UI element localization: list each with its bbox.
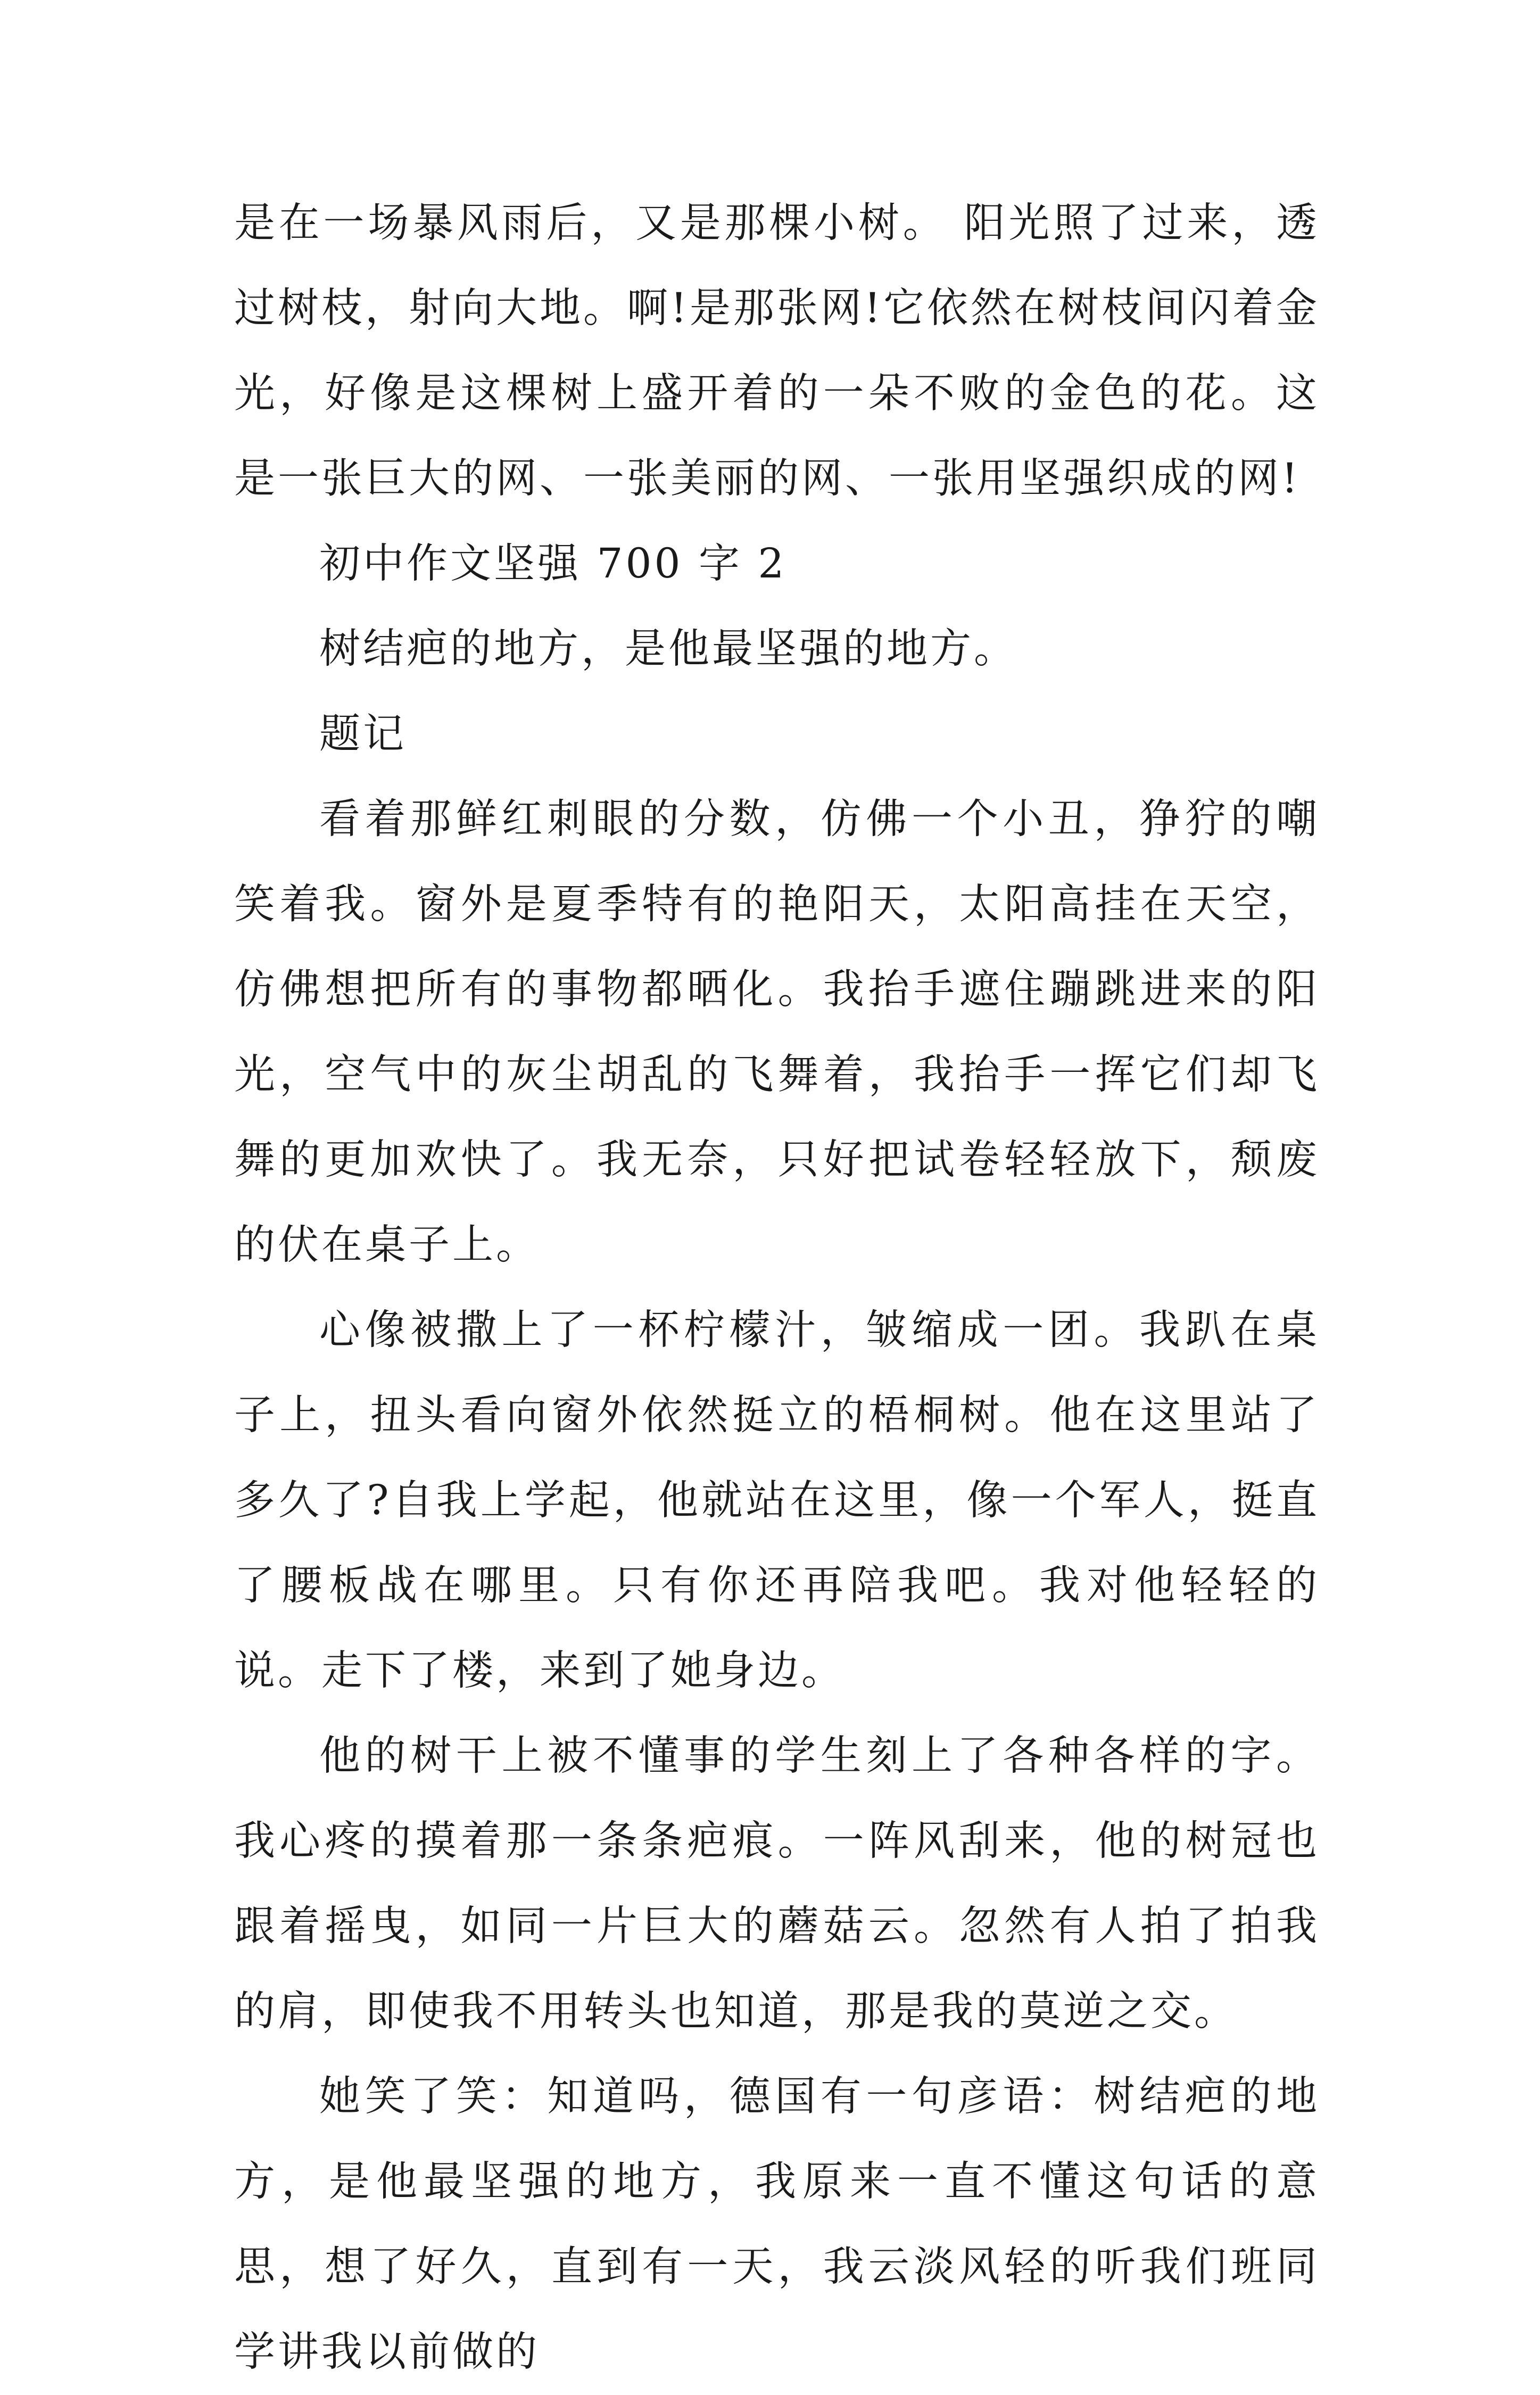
paragraph: 心像被撒上了一杯柠檬汁，皱缩成一团。我趴在桌子上，扭头看向窗外依然挺立的梧桐树。他在这里站了多久了?自我上学起，他就站在这里，像一个军人，挺直了腰板战在哪里。只有你还再陪我吧。我对他轻轻的说。走下了楼，来到了她身边。 bbox=[234, 1307, 1320, 1695]
essay-title: 初中作文坚强 700 字 2 bbox=[319, 540, 787, 588]
epigraph-label: 题记 bbox=[319, 711, 407, 758]
paragraph-continuation: 是在一场暴风雨后，又是那棵小树。 阳光照了过来，透过树枝，射向大地。啊!是那张网!它依然在树枝间闪着金光，好像是这棵树上盛开着的一朵不败的金色的花。这是一张巨大的网、一张美丽的网、一张用坚强织成的网! bbox=[234, 200, 1320, 502]
document-body bbox=[234, 181, 1320, 2395]
epigraph: 树结疤的地方，是他最坚强的地方。 bbox=[319, 625, 1017, 673]
paragraph: 看着那鲜红刺眼的分数，仿佛一个小丑，狰狞的嘲笑着我。窗外是夏季特有的艳阳天，太阳高挂在天空，仿佛想把所有的事物都晒化。我抬手遮住蹦跳进来的阳光，空气中的灰尘胡乱的飞舞着，我抬手一挥它们却飞舞的更加欢快了。我无奈，只好把试卷轻轻放下，颓废的伏在桌子上。 bbox=[234, 796, 1320, 1269]
paragraph: 他的树干上被不懂事的学生刻上了各种各样的字。我心疼的摸着那一条条疤痕。一阵风刮来，他的树冠也跟着摇曳，如同一片巨大的蘑菇云。忽然有人拍了拍我的肩，即使我不用转头也知道，那是我的莫逆之交。 bbox=[234, 1732, 1320, 2035]
paragraph: 她笑了笑：知道吗，德国有一句彦语：树结疤的地方，是他最坚强的地方，我原来一直不懂这句话的意思，想了好久，直到有一天，我云淡风轻的听我们班同学讲我以前做的 bbox=[234, 2073, 1320, 2376]
